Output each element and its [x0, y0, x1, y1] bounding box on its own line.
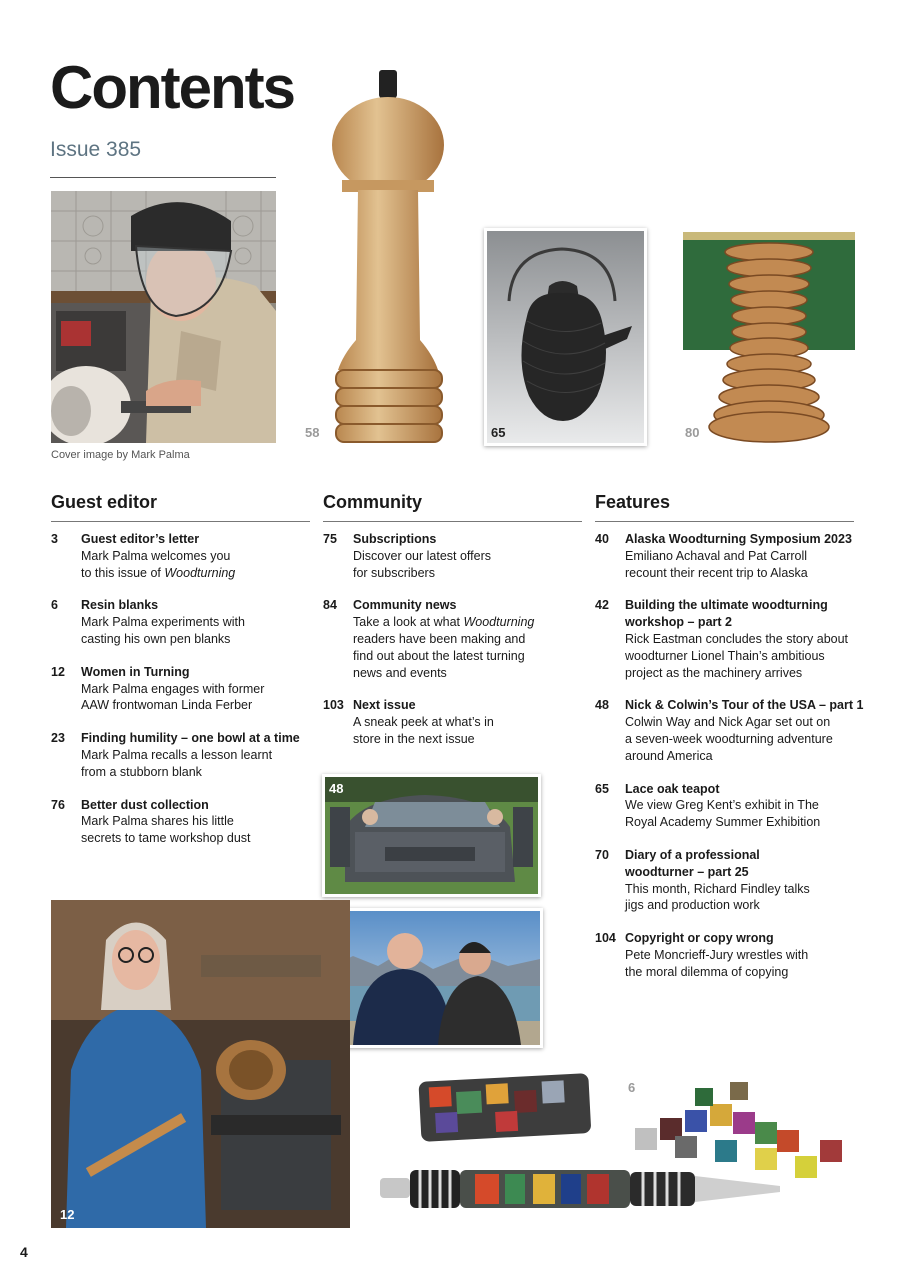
turner-photo [51, 900, 350, 1228]
entry-desc: secrets to tame workshop dust [81, 831, 251, 846]
sponge-holder-page-number: 80 [685, 425, 700, 440]
entry-page: 48 [595, 698, 609, 713]
sponge-holder-photo [680, 230, 858, 445]
teapot-page-number: 65 [491, 425, 506, 440]
alaska-photo [320, 908, 543, 1048]
contents-entry[interactable] [595, 847, 865, 914]
entry-title: Better dust collection [81, 797, 209, 812]
entry-desc: readers have been making and [353, 631, 526, 646]
contents-entry[interactable] [595, 781, 865, 831]
entry-desc: from a stubborn blank [81, 764, 202, 779]
entry-desc: store in the next issue [353, 731, 475, 746]
entry-desc: This month, Richard Findley talks [625, 881, 810, 896]
teapot-photo [484, 228, 647, 446]
entry-desc: AAW frontwoman Linda Ferber [81, 698, 253, 713]
entry-desc: around America [625, 748, 713, 763]
pepper-mill-photo [328, 70, 450, 448]
entry-page: 12 [51, 664, 65, 679]
entry-title: Diary of a professional woodturner – part 25 [625, 847, 760, 879]
entry-desc: Emiliano Achaval and Pat Carroll [625, 548, 808, 563]
entry-desc: project as the machinery arrives [625, 665, 803, 680]
contents-entry[interactable] [51, 730, 311, 780]
entry-desc: Mark Palma experiments with [81, 615, 245, 630]
section-divider [51, 521, 310, 522]
entry-desc: to this issue of Woodturning [81, 565, 236, 580]
page-number: 4 [20, 1244, 28, 1260]
issue-number: Issue 385 [50, 138, 142, 161]
entry-page: 42 [595, 598, 609, 613]
entry-desc: the moral dilemma of copying [625, 964, 789, 979]
community-list [323, 531, 583, 764]
entry-title: Copyright or copy wrong [625, 931, 774, 946]
contents-entry[interactable] [323, 597, 583, 681]
entry-page: 103 [323, 698, 344, 713]
entry-desc: Mark Palma recalls a lesson learnt [81, 747, 273, 762]
contents-entry[interactable] [595, 930, 865, 980]
title-divider [50, 177, 276, 178]
page-title: Contents [50, 54, 294, 121]
guest-editor-list [51, 531, 311, 863]
entry-title: Building the ultimate woodturning workshop – part 2 [625, 598, 828, 630]
entry-page: 6 [51, 598, 58, 613]
cover-photo [51, 191, 276, 443]
entry-desc: jigs and production work [625, 898, 760, 913]
truck-photo [322, 774, 541, 897]
entry-page: 40 [595, 532, 609, 546]
entry-title: Lace oak teapot [625, 781, 720, 796]
section-heading-community: Community [323, 492, 422, 512]
entry-page: 65 [595, 781, 609, 796]
entry-title: Guest editor’s letter [81, 532, 200, 546]
contents-entry[interactable] [595, 531, 865, 581]
section-divider [595, 521, 854, 522]
entry-title: Alaska Woodturning Symposium 2023 [625, 532, 852, 546]
entry-desc: Royal Academy Summer Exhibition [625, 815, 821, 830]
entry-desc: woodturner Lionel Thain’s ambitious [625, 648, 825, 663]
cover-caption: Cover image by Mark Palma [51, 449, 190, 461]
pepper-mill-page-number: 58 [305, 425, 320, 440]
entry-desc: recount their recent trip to Alaska [625, 565, 808, 580]
entry-desc: a seven-week woodturning adventure [625, 731, 833, 746]
contents-entry[interactable] [323, 531, 583, 581]
contents-entry[interactable] [323, 697, 583, 747]
turner-page-number: 12 [60, 1207, 75, 1222]
truck-page-number: 48 [329, 781, 344, 796]
entry-desc: news and events [353, 665, 447, 680]
contents-entry[interactable] [51, 797, 311, 847]
entry-desc: We view Greg Kent’s exhibit in The [625, 798, 819, 813]
entry-desc: Take a look at what Woodturning [353, 615, 535, 630]
entry-desc: Colwin Way and Nick Agar set out on [625, 715, 831, 730]
pen-page-number: 6 [628, 1080, 636, 1095]
entry-desc: Mark Palma engages with former [81, 681, 265, 696]
entry-desc: find out about the latest turning [353, 648, 525, 663]
entry-desc: Pete Moncrieff-Jury wrestles with [625, 947, 809, 962]
entry-page: 104 [595, 931, 616, 946]
entry-title: Resin blanks [81, 598, 159, 613]
section-heading-features: Features [595, 492, 671, 512]
contents-entry[interactable] [51, 531, 311, 581]
entry-title: Subscriptions [353, 532, 437, 546]
entry-title: Finding humility – one bowl at a time [81, 731, 300, 746]
entry-desc: Mark Palma shares his little [81, 814, 234, 829]
contents-entry[interactable] [51, 597, 311, 647]
entry-page: 75 [323, 532, 337, 546]
contents-entry[interactable] [51, 664, 311, 714]
entry-page: 84 [323, 598, 337, 613]
contents-entry[interactable] [595, 697, 865, 764]
section-divider [323, 521, 582, 522]
features-list [595, 531, 865, 997]
entry-desc: Mark Palma welcomes you [81, 548, 231, 563]
entry-desc: Rick Eastman concludes the story about [625, 631, 849, 646]
entry-title: Women in Turning [81, 664, 190, 679]
entry-desc: casting his own pen blanks [81, 631, 231, 646]
entry-page: 76 [51, 797, 65, 812]
entry-title: Community news [353, 598, 457, 613]
entry-title: Nick & Colwin’s Tour of the USA – part 1 [625, 698, 864, 713]
entry-desc: Discover our latest offers [353, 548, 492, 563]
entry-page: 23 [51, 731, 65, 746]
entry-desc: for subscribers [353, 565, 435, 580]
contents-entry[interactable] [595, 597, 865, 681]
entry-page: 70 [595, 847, 609, 862]
pen-blanks-photo [375, 1070, 855, 1235]
entry-desc: A sneak peek at what’s in [353, 715, 494, 730]
entry-title: Next issue [353, 698, 416, 713]
entry-page: 3 [51, 532, 58, 546]
section-heading-guest-editor: Guest editor [51, 492, 158, 512]
